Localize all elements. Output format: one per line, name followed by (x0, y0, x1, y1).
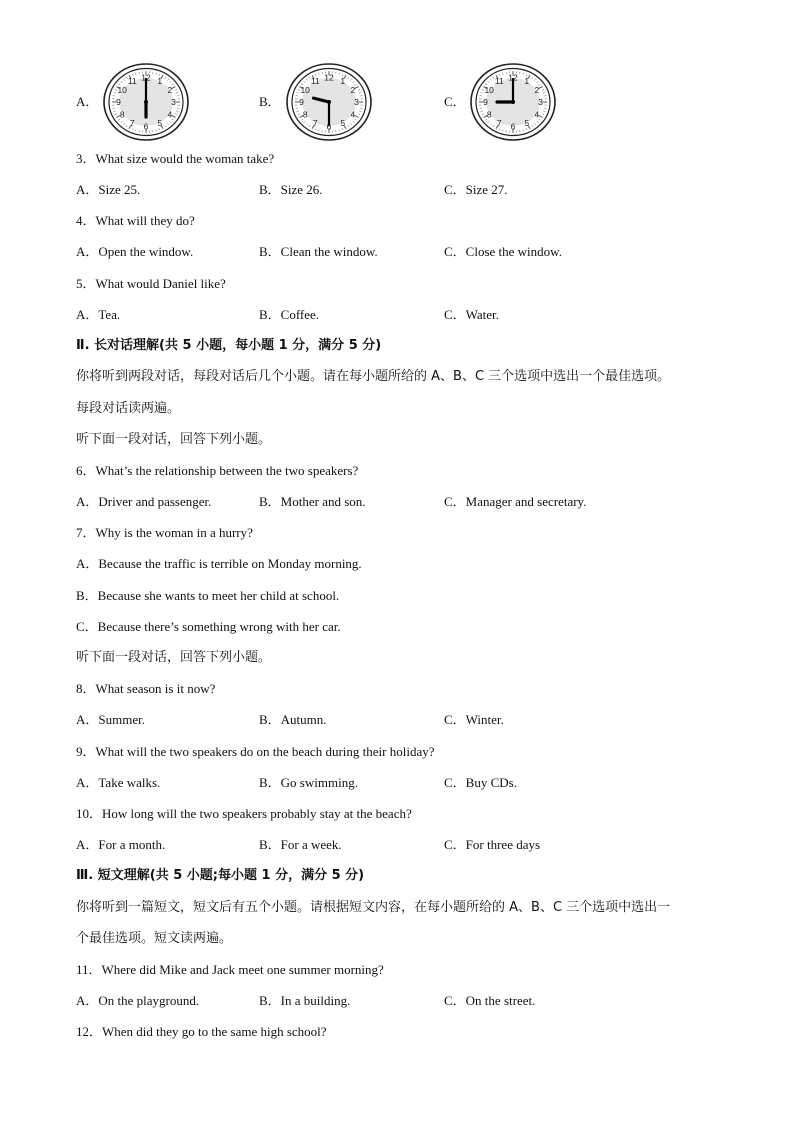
q4-option-c: C．Close the window. (444, 244, 562, 259)
question-11: 11．Where did Mike and Jack meet one summer morning? (76, 962, 384, 977)
q9-option-b: B．Go swimming. (259, 775, 358, 790)
question-5: 5．What would Daniel like? (76, 276, 226, 291)
clock-numeral: 4 (350, 109, 356, 120)
q10-option-a: A．For a month. (76, 837, 166, 852)
q5-option-c: C．Water. (444, 307, 499, 322)
clock-numeral: 8 (302, 109, 308, 120)
q11-option-c: C．On the street. (444, 993, 536, 1008)
q5-option-b: B．Coffee. (259, 307, 320, 322)
q4-option-a: A．Open the window. (76, 244, 194, 259)
listen-prompt-2: 听下面一段对话，回答下列小题。 (76, 650, 272, 665)
q6-option-c: C．Manager and secretary. (444, 494, 587, 509)
q9-option-a: A．Take walks. (76, 775, 161, 790)
section-2-instruction-2: 每段对话读两遍。 (76, 401, 181, 416)
clock-c-image (469, 62, 557, 142)
question-3: 3．What size would the woman take? (76, 151, 275, 166)
clock-numeral: 11 (494, 75, 504, 86)
q7-option-c: C．Because there’s something wrong with her car. (76, 619, 341, 634)
clock-numeral: 7 (496, 118, 502, 129)
clock-numeral: 3 (171, 97, 176, 107)
clock-numeral: 8 (486, 109, 492, 120)
q6-option-b: B．Mother and son. (259, 494, 366, 509)
clock-numeral: 2 (167, 84, 173, 95)
clock-numeral: 11 (127, 75, 137, 86)
q3-option-a: A．Size 25. (76, 182, 141, 197)
option-c-letter: C． (444, 94, 466, 109)
question-6: 6．What’s the relationship between the two speakers? (76, 463, 359, 478)
q6-option-a: A．Driver and passenger. (76, 494, 212, 509)
clock-a-image (102, 62, 190, 142)
q3-option-c: C．Size 27. (444, 182, 508, 197)
clock-center-pin (327, 100, 331, 104)
clock-numeral: 4 (167, 109, 173, 120)
clock-numeral: 6 (510, 121, 516, 132)
option-a-letter: A． (76, 94, 99, 109)
question-7: 7．Why is the woman in a hurry? (76, 525, 253, 540)
clock-numeral: 5 (157, 118, 163, 129)
section-3-instruction-2: 个最佳选项。短文读两遍。 (76, 931, 233, 946)
q3-option-b: B．Size 26. (259, 182, 323, 197)
q9-option-c: C．Buy CDs. (444, 775, 517, 790)
clock-numeral: 12 (141, 72, 151, 83)
clock-center-pin (511, 100, 515, 104)
clock-numeral: 9 (116, 97, 121, 107)
clock-numeral: 5 (340, 118, 346, 129)
q5-option-a: A．Tea. (76, 307, 121, 322)
q8-option-c: C．Winter. (444, 712, 504, 727)
q8-option-b: B．Autumn. (259, 712, 327, 727)
section-3-heading: Ⅲ. 短文理解(共 5 小题;每小题 1 分，满分 5 分) (76, 868, 365, 883)
option-b-letter: B． (259, 94, 281, 109)
listen-prompt-1: 听下面一段对话，回答下列小题。 (76, 432, 272, 447)
q8-option-a: A．Summer. (76, 712, 145, 727)
clock-numeral: 3 (538, 97, 543, 107)
clock-numeral: 6 (326, 121, 332, 132)
clock-numeral: 7 (312, 118, 318, 129)
q4-option-b: B．Clean the window. (259, 244, 378, 259)
clock-numeral: 3 (354, 97, 359, 107)
question-10: 10．How long will the two speakers probably stay at the beach? (76, 806, 412, 821)
clock-numeral: 2 (534, 84, 540, 95)
q10-option-b: B．For a week. (259, 837, 342, 852)
q10-option-c: C．For three days (444, 837, 541, 852)
clock-b-image (285, 62, 373, 142)
q7-option-a: A．Because the traffic is terrible on Monday morning. (76, 556, 362, 571)
clock-numeral: 1 (157, 75, 163, 86)
clock-numeral: 5 (524, 118, 530, 129)
clock-numeral: 10 (117, 84, 127, 95)
clock-numeral: 12 (508, 72, 518, 83)
clock-center-pin (144, 100, 148, 104)
clock-numeral: 4 (534, 109, 540, 120)
clock-numeral: 8 (119, 109, 125, 120)
clock-numeral: 1 (340, 75, 346, 86)
clock-numeral: 6 (143, 121, 149, 132)
clock-numeral: 10 (300, 84, 310, 95)
question-12: 12．When did they go to the same high school? (76, 1024, 327, 1039)
clock-numeral: 10 (484, 84, 494, 95)
q11-option-a: A．On the playground. (76, 993, 200, 1008)
question-8: 8．What season is it now? (76, 681, 216, 696)
clock-numeral: 12 (324, 72, 334, 83)
section-3-instruction-1: 你将听到一篇短文，短文后有五个小题。请根据短文内容，在每小题所给的 A、B、C 三个选项中选出一 (76, 900, 671, 915)
question-9: 9．What will the two speakers do on the beach during their holiday? (76, 744, 435, 759)
clock-numeral: 11 (310, 75, 320, 86)
clock-numeral: 2 (350, 84, 356, 95)
q7-option-b: B．Because she wants to meet her child at school. (76, 588, 340, 603)
clock-numeral: 9 (299, 97, 304, 107)
clock-numeral: 1 (524, 75, 530, 86)
clock-numeral: 9 (483, 97, 488, 107)
clock-numeral: 7 (129, 118, 135, 129)
section-2-instruction-1: 你将听到两段对话，每段对话后几个小题。请在每小题所给的 A、B、C 三个选项中选出一个最佳选项。 (76, 369, 671, 384)
question-4: 4．What will they do? (76, 213, 195, 228)
q11-option-b: B．In a building. (259, 993, 351, 1008)
section-2-heading: Ⅱ. 长对话理解(共 5 小题，每小题 1 分，满分 5 分) (76, 338, 382, 353)
